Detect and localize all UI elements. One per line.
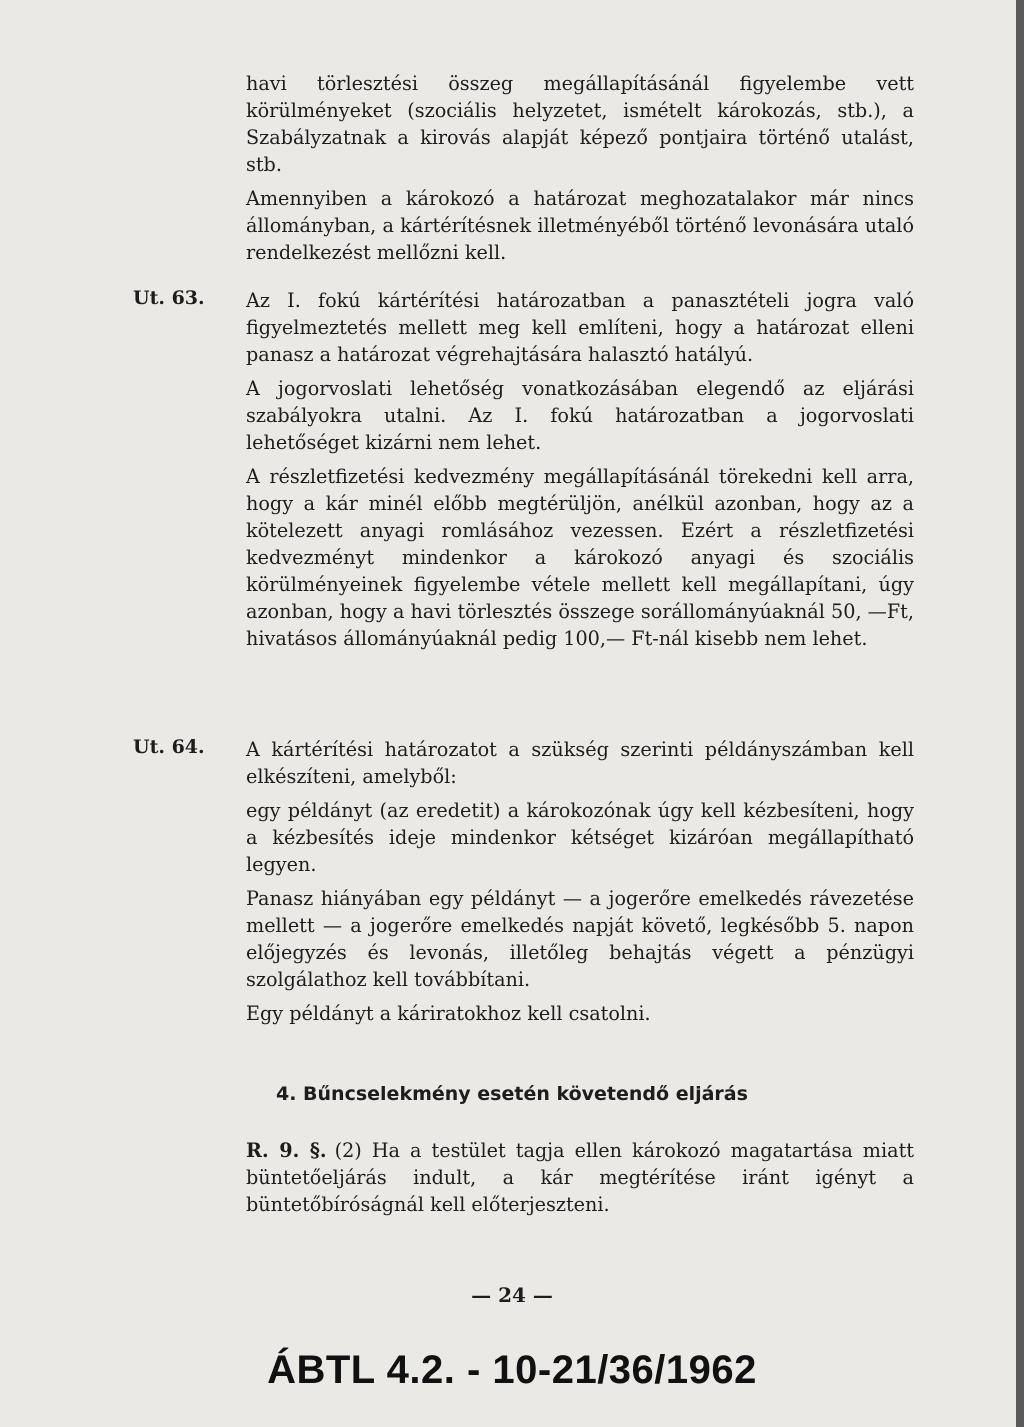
rule-number: R. 9. §. bbox=[246, 1139, 327, 1162]
paragraph: egy példányt (az eredetit) a károkozónak úgy kell kézbesíteni, hogy a kézbesítés ideje mindenkor kétséget kizáróan megállapítható legyen. bbox=[246, 799, 914, 876]
paragraph: A kártérítési határozatot a szükség szerinti példányszámban kell elkészíteni, amelyből: bbox=[246, 738, 914, 788]
paragraph: Amennyiben a károkozó a határozat meghozatalakor már nincs állományban, a kártérítésnek illetményéből történő levonására utaló rendelkezést mellőzni kell. bbox=[246, 187, 914, 264]
section-63-text bbox=[246, 287, 914, 659]
paragraph: Egy példányt a káriratokhoz kell csatolni. bbox=[246, 1002, 651, 1025]
scan-edge bbox=[1016, 0, 1024, 1427]
paragraph: havi törlesztési összeg megállapításánál figyelembe vett körülményeket (szociális helyzetet, ismételt károkozás, stb.), a Szabályzatnak a kirovás alapját képező pontjaira történő utalást, stb. bbox=[246, 72, 914, 176]
section-marker-64: Ut. 64. bbox=[133, 736, 205, 758]
paragraph: Panasz hiányában egy példányt — a jogerőre emelkedés rávezetése mellett — a jogerőre emelkedés napját követő, legkésőbb 5. napon előjegyzés és levonás, illetőleg behajtás végett a pénzügyi szolgálathoz kell továbbítani. bbox=[246, 887, 914, 991]
section-64-text bbox=[246, 736, 914, 1034]
intro-text bbox=[246, 70, 914, 273]
paragraph: A jogorvoslati lehetőség vonatkozásában elegendő az eljárási szabályokra utalni. Az I. fokú határozatban a jogorvoslati lehetőséget kizárni nem lehet. bbox=[246, 377, 914, 454]
archive-code: ÁBTL 4.2. - 10-21/36/1962 bbox=[267, 1348, 757, 1392]
section-marker-63: Ut. 63. bbox=[133, 287, 205, 309]
rule-paragraph bbox=[246, 1137, 914, 1218]
section-heading: 4. Bűncselekmény esetén követendő eljárás bbox=[276, 1083, 748, 1105]
page-number: — 24 — bbox=[471, 1283, 553, 1307]
rule-text: (2) Ha a testület tagja ellen károkozó magatartása miatt büntetőeljárás indult, a kár megtérítése iránt igényt a büntetőbíróságnál kell előterjeszteni. bbox=[246, 1139, 914, 1216]
paragraph: Az I. fokú kártérítési határozatban a panasztételi jogra való figyelmeztetés mellett meg kell említeni, hogy a határozat elleni panasz a határozat végrehajtására halasztó hatályú. bbox=[246, 289, 914, 366]
paragraph: A részletfizetési kedvezmény megállapításánál törekedni kell arra, hogy a kár minél előbb megtérüljön, anélkül azonban, hogy az a kötelezett anyagi romlásához vezessen. Ezért a részletfizetési kedvezményt mindenkor a károkozó anyagi és szociális körülményeinek figyelembe vétele mellett kell megállapítani, úgy azonban, hogy a havi törlesztés összege sorállományúaknál 50, —Ft, hivatásos állományúaknál pedig 100,— Ft-nál kisebb nem lehet. bbox=[246, 465, 914, 650]
